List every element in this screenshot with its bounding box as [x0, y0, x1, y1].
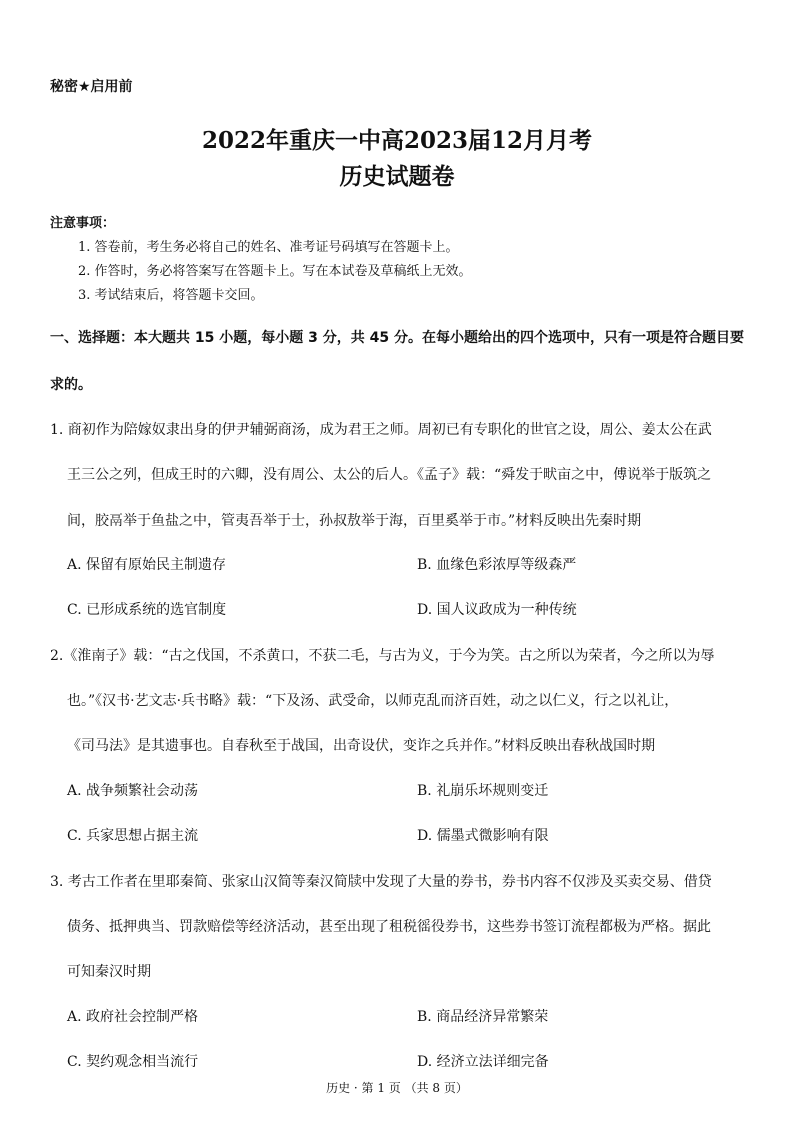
question-3-line: 债务、抵押典当、罚款赔偿等经济活动，甚至出现了租税徭役券书，这些券书签订流程都极为严格。据此	[67, 919, 711, 935]
question-3-line: 可知秦汉时期	[67, 964, 151, 980]
question-1-option-a: A. 保留有原始民主制遗存	[67, 557, 227, 573]
question-2-option-a: A. 战争频繁社会动荡	[67, 783, 199, 799]
question-1-option-d: D. 国人议政成为一种传统	[417, 602, 577, 618]
notice-item: 2. 作答时，务必将答案写在答题卡上。写在本试卷及草稿纸上无效。	[78, 264, 472, 279]
question-1-line: 间，胶鬲举于鱼盐之中，管夷吾举于士，孙叔敖举于海，百里奚举于市。”材料反映出先秦时期	[67, 513, 642, 529]
question-1-line: 王三公之列，但成王时的六卿，没有周公、太公的后人。《孟子》载：“舜发于畎亩之中，傅说举于版筑之	[67, 467, 712, 483]
question-1-option-b: B. 血缘色彩浓厚等级森严	[417, 557, 577, 573]
notice-heading: 注意事项：	[50, 216, 116, 231]
question-3-option-d: D. 经济立法详细完备	[417, 1054, 549, 1070]
question-2-line: 《司马法》是其遗事也。自春秋至于战国，出奇设伏，变诈之兵并作。”材料反映出春秋战国时期	[67, 738, 656, 754]
question-3-option-a: A. 政府社会控制严格	[67, 1009, 199, 1025]
question-2-option-c: C. 兵家思想占据主流	[67, 828, 199, 844]
exam-title: 2022年重庆一中高2023届12月月考	[201, 127, 593, 154]
page-footer: 历史 · 第 1 页 （共 8 页）	[326, 1081, 468, 1095]
section-heading-continued: 求的。	[50, 377, 92, 393]
question-3-option-c: C. 契约观念相当流行	[67, 1054, 199, 1070]
question-3-option-b: B. 商品经济异常繁荣	[417, 1009, 549, 1025]
question-2-option-b: B. 礼崩乐坏规则变迁	[417, 783, 549, 799]
exam-subtitle: 历史试题卷	[339, 163, 455, 190]
notice-item: 1. 答卷前，考生务必将自己的姓名、准考证号码填写在答题卡上。	[78, 240, 459, 255]
confidential-label: 秘密★启用前	[50, 79, 133, 95]
question-2-line: 2.《淮南子》载：“古之伐国，不杀黄口，不获二毛，与古为义，于今为笑。古之所以为荣者，今之所以为辱	[50, 648, 715, 664]
question-2-option-d: D. 儒墨式微影响有限	[417, 828, 549, 844]
question-1-option-c: C. 已形成系统的选官制度	[67, 602, 227, 618]
question-3-line: 3. 考古工作者在里耶秦简、张家山汉简等秦汉简牍中发现了大量的券书，券书内容不仅涉及买卖交易、借贷	[50, 874, 712, 890]
question-2-line: 也。”《汉书·艺文志·兵书略》载：“下及汤、武受命，以师克乱而济百姓，动之以仁义，行之以礼让，	[67, 693, 679, 709]
question-1-line: 1. 商初作为陪嫁奴隶出身的伊尹辅弼商汤，成为君王之师。周初已有专职化的世官之设，周公、姜太公在武	[50, 422, 712, 438]
section-heading: 一、选择题：本大题共 15 小题，每小题 3 分，共 45 分。在每小题给出的四个选项中，只有一项是符合题目要	[50, 330, 744, 346]
notice-item: 3. 考试结束后，将答题卡交回。	[78, 288, 264, 303]
